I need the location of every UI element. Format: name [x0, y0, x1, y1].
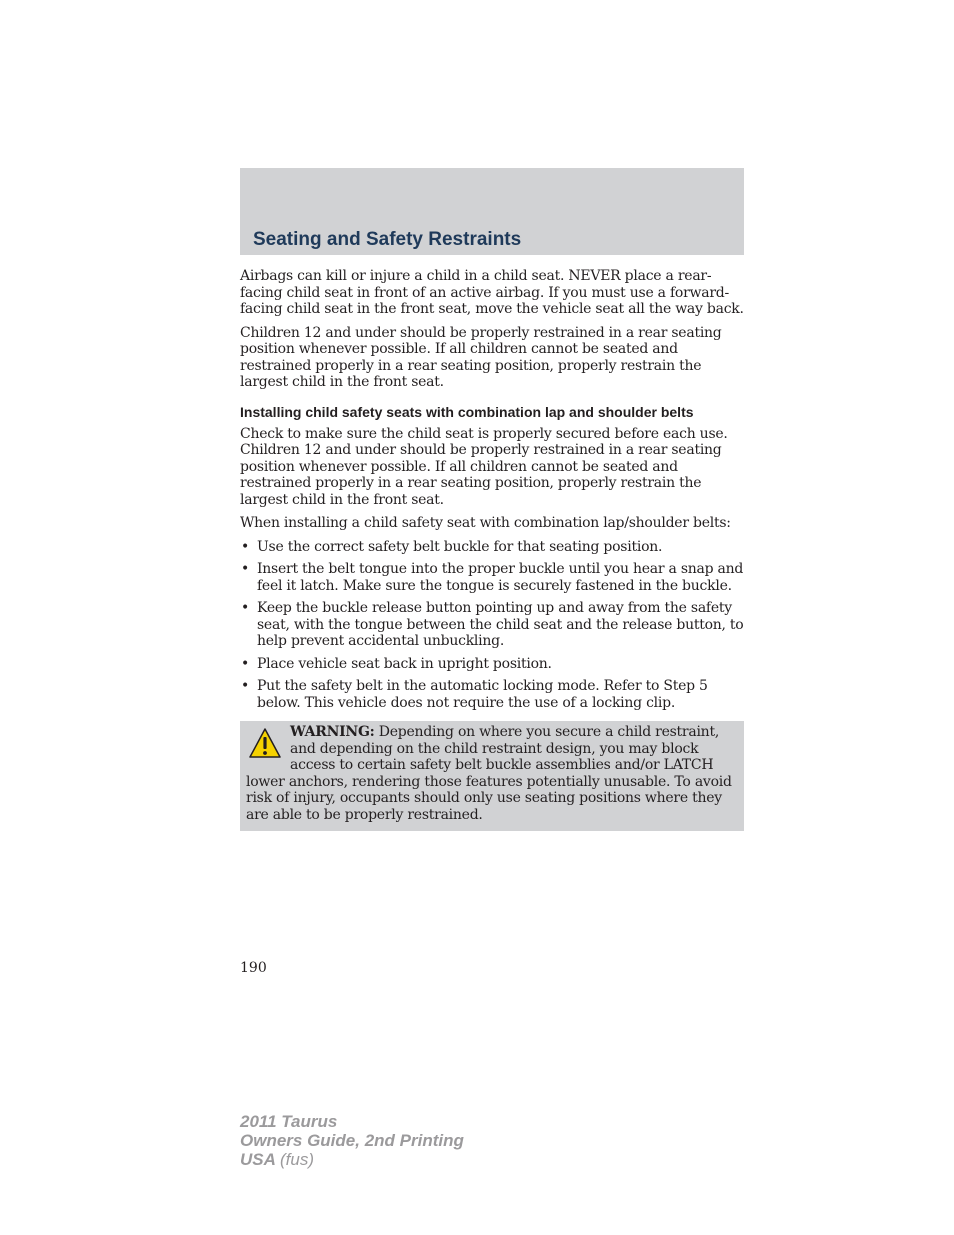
warning-box	[240, 721, 744, 831]
list-item-text: Insert the belt tongue into the proper buckle until you hear a snap and feel it latch. Make sure the tongue is securely fastened in the buckle.	[257, 561, 744, 594]
list-item-text: Put the safety belt in the automatic locking mode. Refer to Step 5 below. This vehicle does not require the use of a locking clip.	[257, 678, 708, 711]
installing-intro-paragraph: When installing a child safety seat with combination lap/shoulder belts:	[240, 515, 731, 531]
list-item	[240, 539, 744, 556]
footer-model: 2011 Taurus	[240, 1112, 338, 1131]
list-item-text: Place vehicle seat back in upright position.	[257, 655, 552, 672]
list-item	[240, 600, 744, 650]
list-item	[240, 678, 744, 711]
footer-region-main: USA	[240, 1150, 276, 1169]
installation-steps-list	[240, 539, 744, 712]
footer	[240, 1112, 464, 1169]
warning-text: Depending on where you secure a child restraint, and depending on the child restraint design, you may block access to certain safety belt buckle assemblies and/or LATCH lower anchors, rendering those features potentially unusable. To avoid risk of injury, occupants should only use seating positions where they are able to be properly restrained.	[246, 724, 732, 823]
bullet-dot: •	[241, 600, 250, 616]
bullet-dot: •	[241, 678, 250, 694]
children-paragraph: Children 12 and under should be properly restrained in a rear seating position whenever possible. If all children cannot be seated and restrained properly in a rear seating position, properly restrain the largest child in the front seat.	[240, 324, 722, 390]
list-item-text: Use the correct safety belt buckle for that seating position.	[257, 538, 663, 555]
section-header-band	[240, 168, 744, 255]
check-paragraph: Check to make sure the child seat is properly secured before each use. Children 12 and under should be properly restrained in a rear seating position whenever possible. If all children cannot be seated and restrained properly in a rear seating position, properly restrain the largest child in the front seat.	[240, 425, 728, 508]
list-item	[240, 656, 744, 673]
installing-heading: Installing child safety seats with combination lap and shoulder belts	[240, 403, 694, 420]
bullet-dot: •	[241, 538, 250, 555]
section-title: Seating and Safety Restraints	[253, 229, 522, 250]
warning-triangle-icon	[248, 726, 282, 760]
footer-region-code: (fus)	[280, 1150, 314, 1169]
page-number: 190	[240, 960, 267, 976]
footer-region	[240, 1150, 464, 1169]
page-content	[240, 268, 744, 831]
footer-guide: Owners Guide, 2nd Printing	[240, 1131, 464, 1150]
airbag-paragraph: Airbags can kill or injure a child in a child seat. NEVER place a rear-facing child seat in front of an active airbag. If you must use a forward-facing child seat in the front seat, move the vehicle seat all the way back.	[240, 268, 744, 317]
bullet-dot: •	[241, 561, 250, 577]
bullet-dot: •	[241, 655, 250, 672]
warning-label: WARNING:	[290, 724, 375, 740]
list-item-text: Keep the buckle release button pointing up and away from the safety seat, with the tongue between the child seat and the release button, to help prevent accidental unbuckling.	[257, 600, 744, 649]
list-item	[240, 561, 744, 594]
